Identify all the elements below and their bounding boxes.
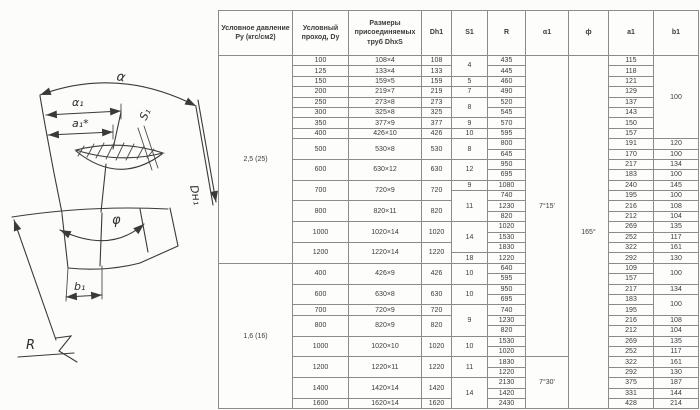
table-cell: 133 xyxy=(422,66,452,76)
table-cell: 600 xyxy=(293,284,349,305)
table-cell: 700 xyxy=(293,305,349,315)
table-cell: 18 xyxy=(452,253,488,263)
table-cell: 170 xyxy=(609,149,654,159)
table-cell: 640 xyxy=(488,263,526,273)
table-cell: 9 xyxy=(452,305,488,336)
table-cell: 377×9 xyxy=(349,118,422,128)
table-cell: 187 xyxy=(654,378,699,388)
table-cell: 240 xyxy=(609,180,654,190)
table-cell: 1830 xyxy=(488,243,526,253)
table-cell: 157 xyxy=(609,274,654,284)
table-cell: 1600 xyxy=(293,398,349,408)
table-cell: 322 xyxy=(609,357,654,367)
table-cell: 426×9 xyxy=(349,263,422,284)
table-cell: 545 xyxy=(488,107,526,117)
table-cell: 273×8 xyxy=(349,97,422,107)
table-cell: 595 xyxy=(488,274,526,284)
table-cell: 108 xyxy=(654,315,699,325)
table-cell: 14 xyxy=(452,378,488,409)
spec-table xyxy=(218,10,699,409)
table-cell: 1400 xyxy=(293,378,349,399)
table-cell: 10 xyxy=(452,263,488,284)
table-cell: 104 xyxy=(654,211,699,221)
table-cell: 740 xyxy=(488,305,526,315)
table-cell: 183 xyxy=(609,294,654,304)
table-cell: 1020 xyxy=(488,222,526,232)
table-cell: 252 xyxy=(609,232,654,242)
table-cell: 219 xyxy=(422,87,452,97)
table-cell: 14 xyxy=(452,222,488,253)
table-cell: 377 xyxy=(422,118,452,128)
a1-star-dimension xyxy=(48,117,113,139)
table-cell: 820 xyxy=(488,211,526,221)
s1-label: S₁ xyxy=(136,106,154,123)
table-cell: 1220 xyxy=(488,253,526,263)
table-cell: 130 xyxy=(654,253,699,263)
column-header-alpha1: α1 xyxy=(526,11,569,56)
column-header-pressure: Условное давление Ру (кгс/см2) xyxy=(219,11,293,56)
spec-table-body xyxy=(219,56,699,409)
dn1-dimension xyxy=(187,100,216,206)
table-cell: 695 xyxy=(488,170,526,180)
table-cell: 820 xyxy=(422,315,452,336)
table-cell: 129 xyxy=(609,87,654,97)
table-cell: 120 xyxy=(654,139,699,149)
table-cell: 143 xyxy=(609,107,654,117)
table-cell: 150 xyxy=(293,76,349,86)
table-cell: 134 xyxy=(654,284,699,294)
table-cell: 8 xyxy=(452,139,488,160)
table-cell: 159×5 xyxy=(349,76,422,86)
table-cell: 100 xyxy=(654,56,699,139)
table-cell: 2,5 (25) xyxy=(219,56,293,264)
table-cell: 10 xyxy=(452,284,488,305)
table-cell: 1020 xyxy=(422,336,452,357)
table-cell: 145 xyxy=(654,180,699,190)
table-cell: 1620×14 xyxy=(349,398,422,408)
table-row xyxy=(219,263,699,273)
table-cell: 137 xyxy=(609,97,654,107)
table-cell: 292 xyxy=(609,367,654,377)
table-cell: 740 xyxy=(488,191,526,201)
column-header-dh1: Dh1 xyxy=(422,11,452,56)
table-cell: 8 xyxy=(452,97,488,118)
table-cell: 1420 xyxy=(488,388,526,398)
table-cell: 100 xyxy=(654,294,699,315)
table-cell: 10 xyxy=(452,336,488,357)
table-cell: 130 xyxy=(654,367,699,377)
table-cell: 1020×14 xyxy=(349,222,422,243)
spec-table-header xyxy=(219,11,699,56)
table-cell: 570 xyxy=(488,118,526,128)
table-cell: 500 xyxy=(293,139,349,160)
table-cell: 100 xyxy=(654,149,699,159)
table-cell: 1200 xyxy=(293,357,349,378)
column-header-b1: b1 xyxy=(654,11,699,56)
alpha-label: α xyxy=(115,69,127,86)
phi-label: φ xyxy=(112,213,121,228)
table-cell: 273 xyxy=(422,97,452,107)
table-cell: 9 xyxy=(452,118,488,128)
weld-seam-hatch xyxy=(76,143,163,169)
table-cell: 630×8 xyxy=(349,284,422,305)
table-cell: 331 xyxy=(609,388,654,398)
table-cell: 269 xyxy=(609,336,654,346)
table-cell: 157 xyxy=(609,128,654,138)
table-cell: 104 xyxy=(654,326,699,336)
table-cell: 1620 xyxy=(422,398,452,408)
table-cell: 490 xyxy=(488,87,526,97)
table-cell: 108 xyxy=(654,201,699,211)
table-cell: 118 xyxy=(609,66,654,76)
table-cell: 595 xyxy=(488,128,526,138)
table-cell: 217 xyxy=(609,284,654,294)
table-cell: 216 xyxy=(609,201,654,211)
table-cell: 1220×14 xyxy=(349,243,422,264)
table-cell: 108 xyxy=(422,56,452,66)
table-cell: 109 xyxy=(609,263,654,273)
table-cell: 200 xyxy=(293,87,349,97)
table-cell: 950 xyxy=(488,284,526,294)
table-cell: 161 xyxy=(654,357,699,367)
table-cell: 630 xyxy=(422,159,452,180)
table-cell: 695 xyxy=(488,294,526,304)
table-cell: 100 xyxy=(654,170,699,180)
table-row xyxy=(219,56,699,66)
table-cell: 121 xyxy=(609,76,654,86)
table-cell: 195 xyxy=(609,191,654,201)
table-cell: 426 xyxy=(422,263,452,284)
column-header-r: R xyxy=(488,11,526,56)
table-cell: 1080 xyxy=(488,180,526,190)
table-cell: 820 xyxy=(488,326,526,336)
table-cell: 12 xyxy=(452,159,488,180)
table-cell: 117 xyxy=(654,232,699,242)
table-cell: 530 xyxy=(422,139,452,160)
table-cell: 720×9 xyxy=(349,305,422,315)
table-cell: 100 xyxy=(654,191,699,201)
table-cell: 1020×10 xyxy=(349,336,422,357)
table-cell: 426 xyxy=(422,128,452,138)
table-cell: 4 xyxy=(452,56,488,77)
table-cell: 700 xyxy=(293,180,349,201)
table-cell: 325 xyxy=(422,107,452,117)
table-cell: 212 xyxy=(609,326,654,336)
table-cell: 214 xyxy=(654,398,699,408)
table-cell: 820×9 xyxy=(349,315,422,336)
alpha1-label: α₁ xyxy=(72,96,84,109)
s1-dimension xyxy=(137,106,158,170)
dn1-label: Dн₁ xyxy=(187,183,204,207)
alpha-dimension xyxy=(40,69,196,106)
table-cell: 1,6 (16) xyxy=(219,263,293,408)
column-header-dy: Условный проход, Dy xyxy=(293,11,349,56)
table-cell: 445 xyxy=(488,66,526,76)
table-cell: 820 xyxy=(422,201,452,222)
table-cell: 630 xyxy=(422,284,452,305)
table-cell: 400 xyxy=(293,263,349,284)
table-cell: 800 xyxy=(293,201,349,222)
table-cell: 1530 xyxy=(488,232,526,242)
header-row xyxy=(219,11,699,56)
table-cell: 5 xyxy=(452,76,488,86)
table-cell: 1220 xyxy=(422,243,452,264)
table-cell: 11 xyxy=(452,357,488,378)
diagram-svg xyxy=(0,0,218,410)
segment-body xyxy=(12,96,213,217)
table-cell: 428 xyxy=(609,398,654,408)
table-cell: 161 xyxy=(654,243,699,253)
table-cell: 150 xyxy=(609,118,654,128)
table-cell: 720 xyxy=(422,305,452,315)
table-cell: 1220×11 xyxy=(349,357,422,378)
table-cell: 2430 xyxy=(488,398,526,408)
table-cell: 269 xyxy=(609,222,654,232)
table-cell: 134 xyxy=(654,159,699,169)
b1-label: b₁ xyxy=(74,280,86,293)
table-cell: 100 xyxy=(293,56,349,66)
table-cell: 7°30' xyxy=(526,357,569,409)
b1-dimension xyxy=(66,266,102,301)
table-cell: 1200 xyxy=(293,243,349,264)
table-cell: 195 xyxy=(609,305,654,315)
table-cell: 1420 xyxy=(422,378,452,399)
table-cell: 325×8 xyxy=(349,107,422,117)
column-header-s1: S1 xyxy=(452,11,488,56)
table-cell: 1020 xyxy=(488,346,526,356)
a1-star-label: a₁* xyxy=(72,117,89,130)
table-cell: 1230 xyxy=(488,201,526,211)
table-cell: 250 xyxy=(293,97,349,107)
table-cell: 530×8 xyxy=(349,139,422,160)
alpha1-dimension xyxy=(46,96,121,119)
table-cell: 800 xyxy=(293,315,349,336)
table-cell: 1830 xyxy=(488,357,526,367)
column-header-phi: ф xyxy=(569,11,609,56)
table-cell: 212 xyxy=(609,211,654,221)
table-cell: 165° xyxy=(569,56,609,409)
radius-label: R xyxy=(26,338,36,353)
pipe-segment-diagram xyxy=(0,0,218,410)
table-cell: 7 xyxy=(452,87,488,97)
table-cell: 600 xyxy=(293,159,349,180)
table-cell: 117 xyxy=(654,346,699,356)
table-cell: 133×4 xyxy=(349,66,422,76)
table-cell: 300 xyxy=(293,107,349,117)
table-cell: 115 xyxy=(609,56,654,66)
table-cell: 950 xyxy=(488,159,526,169)
table-cell: 135 xyxy=(654,336,699,346)
table-cell: 1000 xyxy=(293,336,349,357)
table-cell: 2130 xyxy=(488,378,526,388)
table-cell: 219×7 xyxy=(349,87,422,97)
table-cell: 9 xyxy=(452,180,488,190)
table-cell: 216 xyxy=(609,315,654,325)
table-cell: 1220 xyxy=(488,367,526,377)
table-cell: 125 xyxy=(293,66,349,76)
table-cell: 10 xyxy=(452,128,488,138)
table-cell: 630×12 xyxy=(349,159,422,180)
table-cell: 375 xyxy=(609,378,654,388)
table-cell: 800 xyxy=(488,139,526,149)
table-cell: 252 xyxy=(609,346,654,356)
table-cell: 100 xyxy=(654,263,699,284)
table-cell: 426×10 xyxy=(349,128,422,138)
table-cell: 520 xyxy=(488,97,526,107)
table-cell: 1230 xyxy=(488,315,526,325)
table-cell: 1420×14 xyxy=(349,378,422,399)
column-header-pipe-size: Размеры присоединяемых труб DhxS xyxy=(349,11,422,56)
table-cell: 435 xyxy=(488,56,526,66)
table-cell: 191 xyxy=(609,139,654,149)
table-cell: 1020 xyxy=(422,222,452,243)
table-cell: 7°15' xyxy=(526,56,569,357)
table-cell: 460 xyxy=(488,76,526,86)
table-cell: 135 xyxy=(654,222,699,232)
table-cell: 11 xyxy=(452,191,488,222)
table-cell: 720×9 xyxy=(349,180,422,201)
table-cell: 1000 xyxy=(293,222,349,243)
table-cell: 108×4 xyxy=(349,56,422,66)
table-cell: 292 xyxy=(609,253,654,263)
table-cell: 183 xyxy=(609,170,654,180)
table-cell: 720 xyxy=(422,180,452,201)
table-cell: 820×11 xyxy=(349,201,422,222)
table-cell: 1220 xyxy=(422,357,452,378)
radius-dimension xyxy=(14,220,77,362)
table-cell: 217 xyxy=(609,159,654,169)
table-cell: 144 xyxy=(654,388,699,398)
table-cell: 350 xyxy=(293,118,349,128)
table-cell: 1530 xyxy=(488,336,526,346)
table-cell: 159 xyxy=(422,76,452,86)
table-cell: 645 xyxy=(488,149,526,159)
column-header-a1: a1 xyxy=(609,11,654,56)
table-cell: 322 xyxy=(609,243,654,253)
table-cell: 400 xyxy=(293,128,349,138)
